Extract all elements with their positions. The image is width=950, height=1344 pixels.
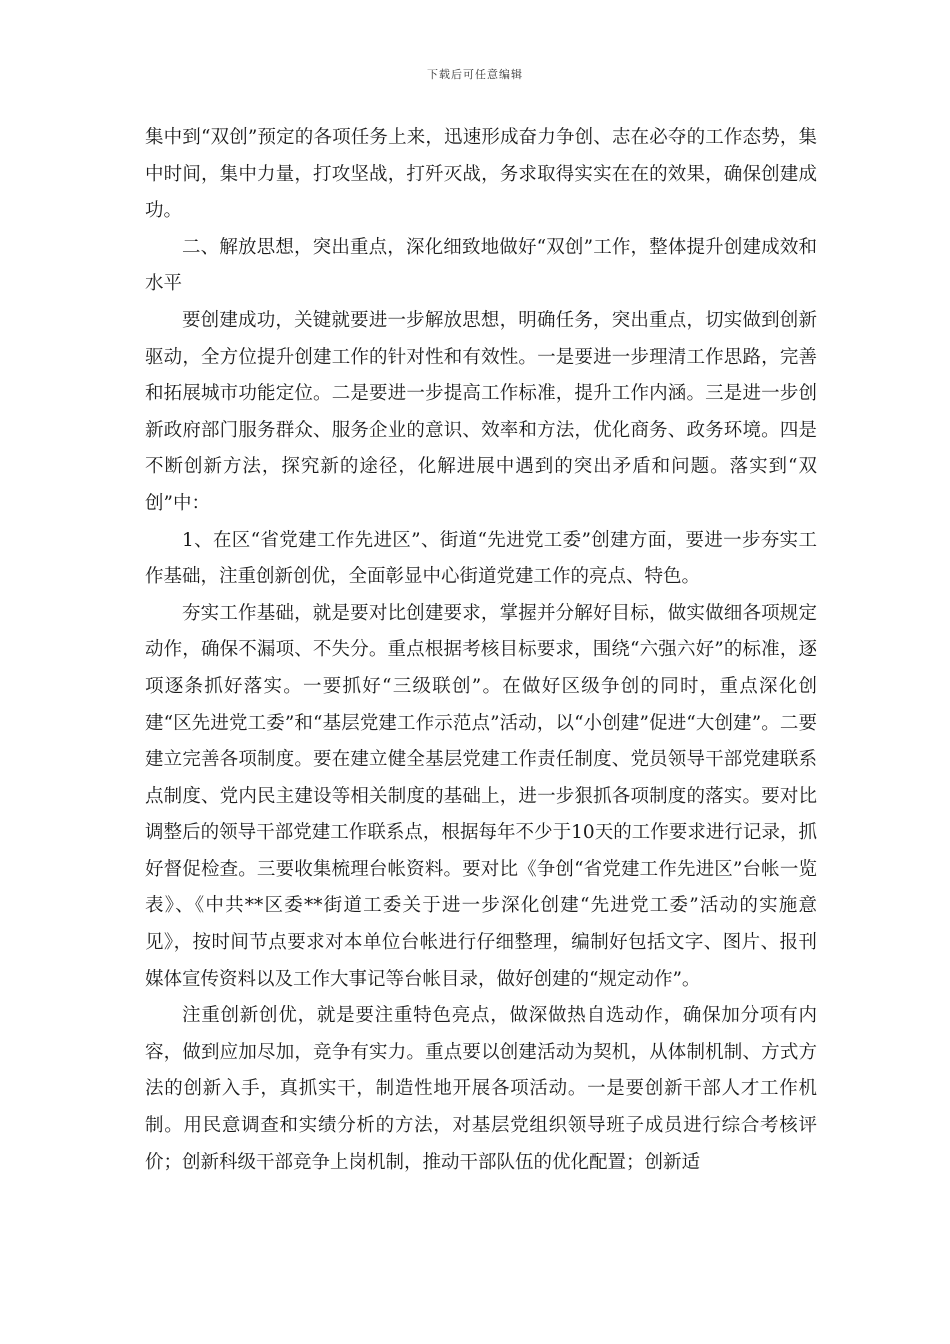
page-header-note: 下载后可任意编辑	[427, 68, 523, 81]
section-heading-2: 二、解放思想，突出重点，深化细致地做好“双创”工作，整体提升创建成效和水平	[145, 236, 817, 295]
document-body	[145, 120, 817, 1181]
paragraph-3: 要创建成功，关键就要进一步解放思想，明确任务，突出重点，切实做到创新驱动，全方位提升创建工作的针对性和有效性。一是要进一步理清工作思路，完善和拓展城市功能定位。二是要进一步提高工作标准，提升工作内涵。三是进一步创新政府部门服务群众、服务企业的意识、效率和方法，优化商务、政务环境。四是不断创新方法，探究新的途径，化解进展中遇到的突出矛盾和问题。落实到“双创”中：	[145, 309, 817, 514]
paragraph-5: 夯实工作基础，就是要对比创建要求，掌握并分解好目标，做实做细各项规定动作，确保不漏项、不失分。重点根据考核目标要求，围绕“六强六好”的标准，逐项逐条抓好落实。一要抓好“三级联创”。在做好区级争创的同时，重点深化创建“区先进党工委”和“基层党建工作示范点”活动，以“小创建”促进“大创建”。二要建立完善各项制度。要在建立健全基层党建工作责任制度、党员领导干部党建联系点制度、党内民主建设等相关制度的基础上，进一步狠抓各项制度的落实。要对比调整后的领导干部党建工作联系点，根据每年不少于10天的工作要求进行记录，抓好督促检查。三要收集梳理台帐资料。要对比《争创“省党建工作先进区”台帐一览表》、《中共**区委**街道工委关于进一步深化创建“先进党工委”活动的实施意见》，按时间节点要求对本单位台帐进行仔细整理，编制好包括文字、图片、报刊媒体宣传资料以及工作大事记等台帐目录，做好创建的“规定动作”。	[145, 602, 817, 990]
subsection-heading-1: 1、在区“省党建工作先进区”、街道“先进党工委”创建方面，要进一步夯实工作基础，注重创新创优，全面彰显中心街道党建工作的亮点、特色。	[145, 529, 817, 588]
paragraph-1: 集中到“双创”预定的各项任务上来，迅速形成奋力争创、志在必夺的工作态势，集中时间，集中力量，打攻坚战，打歼灭战，务求取得实实在在的效果，确保创建成功。	[145, 127, 817, 222]
paragraph-6: 注重创新创优，就是要注重特色亮点，做深做热自选动作，确保加分项有内容，做到应加尽加，竞争有实力。重点要以创建活动为契机，从体制机制、方式方法的创新入手，真抓实干，制造性地开展各项活动。一是要创新干部人才工作机制。用民意调查和实绩分析的方法，对基层党组织领导班子成员进行综合考核评价；创新科级干部竞争上岗机制，推动干部队伍的优化配置；创新适	[145, 1005, 817, 1173]
